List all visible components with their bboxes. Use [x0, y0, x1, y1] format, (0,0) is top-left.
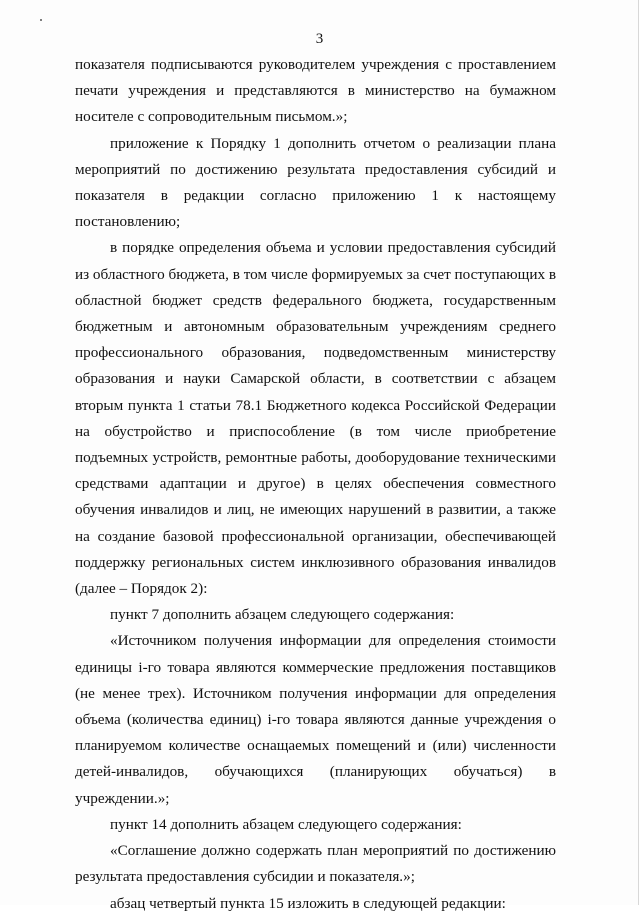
paragraph-appendix-report: приложение к Порядку 1 дополнить отчетом о реализации плана мероприятий по достижению результата предоставления субсидий и показателя в редакции согласно приложению 1 к настоящему постановлению;: [75, 134, 556, 231]
paragraph-item-14: пункт 14 дополнить абзацем следующего содержания:: [110, 815, 462, 833]
paragraph-item-14-quote: «Соглашение должно содержать план мероприятий по достижению результата предоставления субсидии и показателя.»;: [75, 842, 556, 886]
paragraph-item-7: пункт 7 дополнить абзацем следующего содержания:: [110, 606, 455, 624]
paragraph-item-7-quote: «Источником получения информации для определения стоимости единицы i-го товара являются коммерческие предложения поставщиков (не менее трех). Источником получения информации для определения объема (количества единиц) i-го товара являются данные учреждения о планируемом количестве оснащаемых помещений и (или) численности детей-инвалидов, обучающихся (планирующих обучаться) в учреждении.»;: [75, 632, 556, 807]
paragraph-continuation: показателя подписываются руководителем учреждения с проставлением печати учреждения и представляются в министерство на бумажном носителе с сопроводительным письмом.»;: [75, 56, 556, 126]
paragraph-item-15: абзац четвертый пункта 15 изложить в следующей редакции:: [110, 894, 506, 912]
paragraph-procedure-2: в порядке определения объема и условии предоставления субсидий из областного бюджета, в том числе формируемых за счет поступающих в областной бюджет средств федерального бюджета, государственным бюджетным и автономным образовательным учреждениям среднего профессионального образования, подведомственным министерству образования и науки Самарской области, в соответствии с абзацем вторым пункта 1 статьи 78.1 Бюджетного кодекса Российской Федерации на обустройство и приспособление (в том числе приобретение подъемных устройств, ремонтные работы, дооборудование техническими средствами адаптации и другое) в целях обеспечения совместного обучения инвалидов и лиц, не имеющих нарушений в развитии, а также на создание базовой профессиональной организации, обеспечивающей поддержку региональных систем инклюзивного образования инвалидов (далее – Порядок 2):: [75, 239, 557, 598]
page-number: 3: [315, 31, 324, 47]
scan-speck: [40, 19, 42, 21]
document-body: [75, 52, 556, 917]
